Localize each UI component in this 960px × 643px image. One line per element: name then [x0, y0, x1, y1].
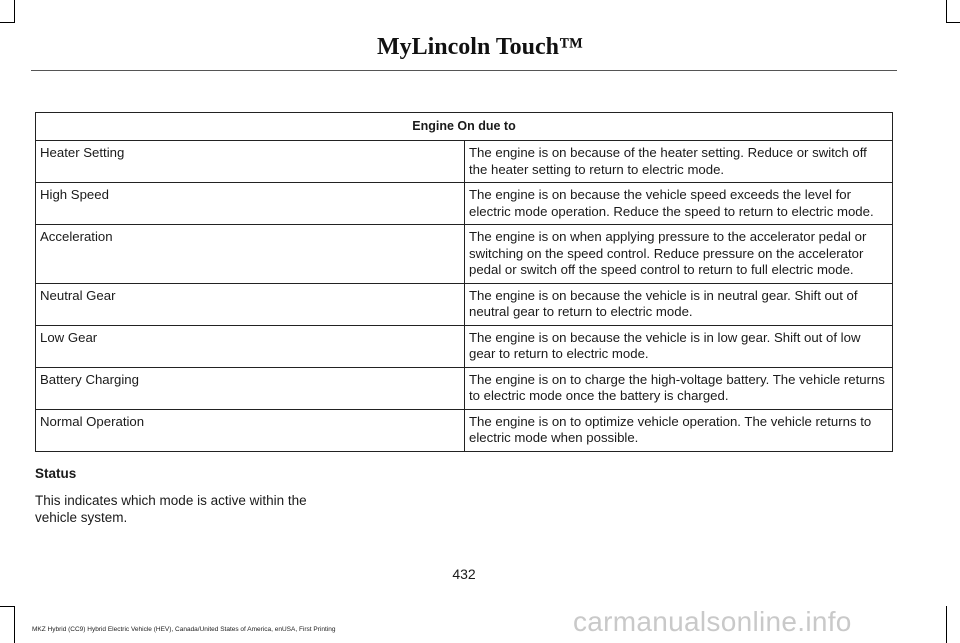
print-info: MKZ Hybrid (CC9) Hybrid Electric Vehicle (HEV), Canada/United States of America, enUSA, First Printing — [32, 626, 336, 633]
engine-on-table — [35, 112, 893, 452]
table-row — [36, 325, 893, 367]
condition-cell: Neutral Gear — [36, 283, 465, 325]
crop-mark-bottom-left-h — [0, 606, 15, 607]
description-cell: The engine is on because the vehicle is in neutral gear. Shift out of neutral gear to return to electric mode. — [465, 283, 893, 325]
crop-mark-top-left-h — [0, 22, 15, 23]
condition-cell: Acceleration — [36, 225, 465, 284]
crop-mark-top-right-v — [946, 0, 947, 22]
page-number: 432 — [452, 566, 476, 582]
table-row — [36, 183, 893, 225]
table-row — [36, 283, 893, 325]
condition-cell: High Speed — [36, 183, 465, 225]
table-row — [36, 141, 893, 183]
table-caption: Engine On due to — [36, 113, 893, 141]
crop-mark-bottom-left-v — [14, 606, 15, 643]
watermark-link[interactable]: carmanualsonline.info — [573, 606, 852, 637]
description-cell: The engine is on because the vehicle is in low gear. Shift out of low gear to return to electric mode. — [465, 325, 893, 367]
condition-cell: Low Gear — [36, 325, 465, 367]
crop-mark-top-right-h — [946, 22, 960, 23]
status-description: This indicates which mode is active within the vehicle system. — [35, 493, 307, 525]
condition-cell: Heater Setting — [36, 141, 465, 183]
crop-mark-top-left-v — [14, 0, 15, 22]
table-row — [36, 225, 893, 284]
description-cell: The engine is on because of the heater setting. Reduce or switch off the heater setting to return to electric mode. — [465, 141, 893, 183]
condition-cell: Normal Operation — [36, 409, 465, 451]
description-cell: The engine is on when applying pressure to the accelerator pedal or switching on the speed control. Reduce pressure on the accelerator pedal or switch off the speed control to return to full electric mode. — [465, 225, 893, 284]
condition-cell: Battery Charging — [36, 367, 465, 409]
table-row — [36, 367, 893, 409]
description-cell: The engine is on because the vehicle speed exceeds the level for electric mode operation. Reduce the speed to return to electric mode. — [465, 183, 893, 225]
description-cell: The engine is on to optimize vehicle operation. The vehicle returns to electric mode when possible. — [465, 409, 893, 451]
page-title: MyLincoln Touch™ — [376, 34, 584, 60]
header-divider — [31, 70, 897, 71]
table-row — [36, 409, 893, 451]
crop-mark-bottom-right-v — [946, 606, 947, 643]
status-heading: Status — [35, 466, 77, 481]
description-cell: The engine is on to charge the high-voltage battery. The vehicle returns to electric mode once the battery is charged. — [465, 367, 893, 409]
